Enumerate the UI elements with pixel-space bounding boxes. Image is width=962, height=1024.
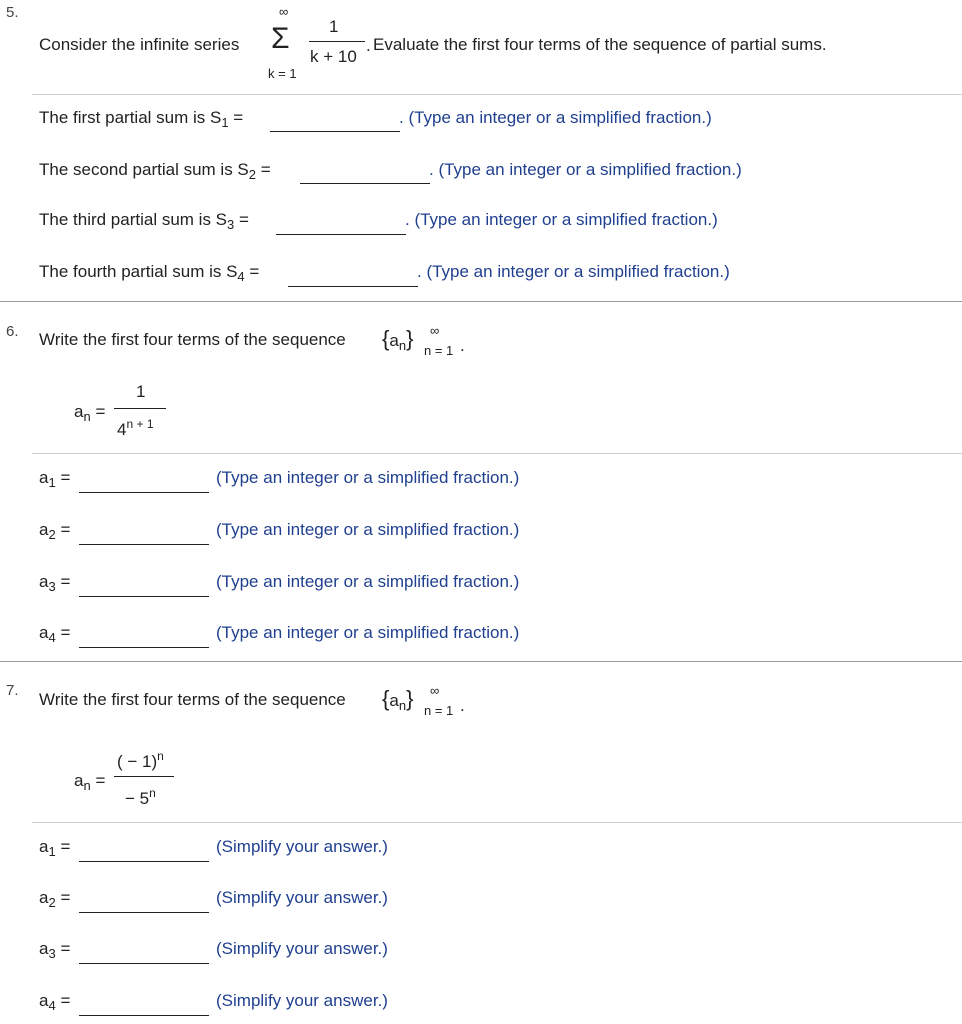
q6-denominator-base: 4 <box>117 420 127 439</box>
q5-fraction-denominator: k + 10 <box>310 47 357 66</box>
q6-sequence-notation <box>382 326 413 353</box>
q6-row-3-equals: = <box>60 572 71 591</box>
q7-seq-period: . <box>460 696 465 715</box>
q7-row-3-hint: (Simplify your answer.) <box>216 939 388 958</box>
q7-seq-upper: ∞ <box>430 683 440 698</box>
q5-row-3-equals: = <box>238 210 249 229</box>
q6-formula-n: n <box>83 409 91 424</box>
q6-open-brace: { <box>382 326 390 351</box>
q5-intro-text: Consider the infinite series <box>39 35 240 54</box>
q6-row-2-a: a <box>39 520 49 539</box>
q7-row-2-subscript: 2 <box>48 895 56 910</box>
q6-separator <box>32 453 962 454</box>
q7-row-3-equals: = <box>60 939 71 958</box>
q7-row-1-subscript: 1 <box>48 844 56 859</box>
q7-row-1-hint: (Simplify your answer.) <box>216 837 388 856</box>
q7-row-2-label <box>39 888 70 910</box>
q5-row-3-label-text: The third partial sum is S <box>39 210 228 229</box>
q6-a2-answer-input[interactable] <box>79 522 209 545</box>
q7-a4-answer-input[interactable] <box>79 993 209 1016</box>
q6-row-1-subscript: 1 <box>48 475 56 490</box>
q6-row-2-subscript: 2 <box>48 527 56 542</box>
q6-row-2-hint: (Type an integer or a simplified fraction.) <box>216 520 520 539</box>
q5-row-2-subscript: 2 <box>248 167 256 182</box>
q7-close-brace: } <box>406 686 414 711</box>
q5-row-3-label <box>39 210 249 232</box>
q7-formula-lhs <box>74 771 105 793</box>
question-5-number: 5. <box>6 4 19 21</box>
q7-row-4-hint: (Simplify your answer.) <box>216 991 388 1010</box>
q5-fraction-numerator: 1 <box>329 17 339 36</box>
q6-row-3-a: a <box>39 572 49 591</box>
q5-sigma-symbol: Σ <box>271 22 290 55</box>
q7-formula-denominator <box>125 786 156 809</box>
q5-row-4-label <box>39 262 259 284</box>
q7-row-3-subscript: 3 <box>48 946 56 961</box>
q7-seq-lower: n = 1 <box>424 703 454 718</box>
q7-row-2-hint: (Simplify your answer.) <box>216 888 388 907</box>
q6-row-1-label <box>39 468 70 490</box>
q7-formula-n: n <box>83 778 91 793</box>
q7-seq-subscript: n <box>398 698 407 713</box>
question-6-bottom-border <box>0 661 962 662</box>
q5-row-2-label <box>39 160 271 182</box>
q5-row-1-label <box>39 108 243 130</box>
q6-row-4-label <box>39 623 70 645</box>
q7-row-4-equals: = <box>60 991 71 1010</box>
question-7-number: 7. <box>6 682 19 699</box>
q6-formula-lhs <box>74 402 105 424</box>
q6-row-3-subscript: 3 <box>48 579 56 594</box>
q7-denominator-base: − 5 <box>125 789 150 808</box>
q5-separator <box>32 94 962 95</box>
q5-row-2-equals: = <box>260 160 271 179</box>
q7-a1-answer-input[interactable] <box>79 839 209 862</box>
q5-row-2-label-text: The second partial sum is S <box>39 160 249 179</box>
q6-formula-fraction-bar <box>114 408 166 409</box>
q6-a4-answer-input[interactable] <box>79 625 209 648</box>
q7-row-4-label <box>39 991 70 1013</box>
q7-prompt-text: Write the first four terms of the sequence <box>39 690 346 709</box>
q5-row-4-equals: = <box>249 262 260 281</box>
q5-row-4-subscript: 4 <box>237 269 245 284</box>
q7-a2-answer-input[interactable] <box>79 890 209 913</box>
q6-row-4-subscript: 4 <box>48 630 56 645</box>
question-5-bottom-border <box>0 301 962 302</box>
q5-row-2-hint: . (Type an integer or a simplified fraction.) <box>429 160 742 179</box>
q5-s2-answer-input[interactable] <box>300 161 430 184</box>
q6-seq-period: . <box>460 336 465 355</box>
q6-formula-equals: = <box>95 402 106 421</box>
q5-row-1-equals: = <box>233 108 244 127</box>
q5-s4-answer-input[interactable] <box>288 264 418 287</box>
q5-sum-lower-limit: k = 1 <box>268 66 297 81</box>
q7-numerator-base: ( − 1) <box>117 752 158 771</box>
q7-sequence-notation <box>382 686 413 713</box>
q6-row-1-hint: (Type an integer or a simplified fraction.) <box>216 468 520 487</box>
q5-instruction-text: Evaluate the first four terms of the sequence of partial sums. <box>373 35 827 54</box>
q6-row-3-label <box>39 572 70 594</box>
q6-formula-numerator: 1 <box>136 382 146 401</box>
q5-row-3-hint: . (Type an integer or a simplified fraction.) <box>405 210 718 229</box>
q7-formula-fraction-bar <box>114 776 174 777</box>
q7-numerator-exponent: n <box>157 749 164 763</box>
q7-denominator-exponent: n <box>149 786 156 800</box>
q7-row-3-a: a <box>39 939 49 958</box>
q6-row-1-equals: = <box>60 468 71 487</box>
q7-row-4-a: a <box>39 991 49 1010</box>
q6-seq-lower: n = 1 <box>424 343 454 358</box>
q7-formula-equals: = <box>95 771 106 790</box>
q7-a3-answer-input[interactable] <box>79 941 209 964</box>
q5-fraction-period: . <box>366 36 371 55</box>
q7-row-3-label <box>39 939 70 961</box>
q5-row-1-subscript: 1 <box>221 115 229 130</box>
q5-row-3-subscript: 3 <box>227 217 235 232</box>
q6-formula-denominator <box>117 417 154 440</box>
q5-fraction-bar <box>309 41 365 42</box>
q6-row-4-equals: = <box>60 623 71 642</box>
q5-row-1-label-text: The first partial sum is S <box>39 108 222 127</box>
question-6-number: 6. <box>6 323 19 340</box>
q6-seq-upper: ∞ <box>430 323 440 338</box>
q6-row-2-label <box>39 520 70 542</box>
q7-row-2-a: a <box>39 888 49 907</box>
q7-open-brace: { <box>382 686 390 711</box>
q7-separator <box>32 822 962 823</box>
q6-row-4-hint: (Type an integer or a simplified fraction.) <box>216 623 520 642</box>
q5-row-1-hint: . (Type an integer or a simplified fraction.) <box>399 108 712 127</box>
q6-row-3-hint: (Type an integer or a simplified fraction.) <box>216 572 520 591</box>
q6-row-1-a: a <box>39 468 49 487</box>
q7-formula-a: a <box>74 771 84 790</box>
q5-s1-answer-input[interactable] <box>270 109 400 132</box>
q5-row-4-hint: . (Type an integer or a simplified fraction.) <box>417 262 730 281</box>
q6-seq-a: a <box>389 331 399 350</box>
q6-close-brace: } <box>406 326 414 351</box>
q6-a3-answer-input[interactable] <box>79 574 209 597</box>
q7-row-1-a: a <box>39 837 49 856</box>
q5-sum-upper-limit: ∞ <box>279 4 289 19</box>
q7-row-1-label <box>39 837 70 859</box>
q6-a1-answer-input[interactable] <box>79 470 209 493</box>
q6-denominator-exponent: n + 1 <box>126 417 154 431</box>
q7-row-1-equals: = <box>60 837 71 856</box>
q6-row-4-a: a <box>39 623 49 642</box>
q5-s3-answer-input[interactable] <box>276 212 406 235</box>
q6-prompt-text: Write the first four terms of the sequence <box>39 330 346 349</box>
q7-row-4-subscript: 4 <box>48 998 56 1013</box>
q6-formula-a: a <box>74 402 84 421</box>
q5-row-4-label-text: The fourth partial sum is S <box>39 262 238 281</box>
q6-row-2-equals: = <box>60 520 71 539</box>
q7-row-2-equals: = <box>60 888 71 907</box>
q6-seq-subscript: n <box>398 338 407 353</box>
q7-formula-numerator <box>117 749 164 772</box>
q7-seq-a: a <box>389 691 399 710</box>
